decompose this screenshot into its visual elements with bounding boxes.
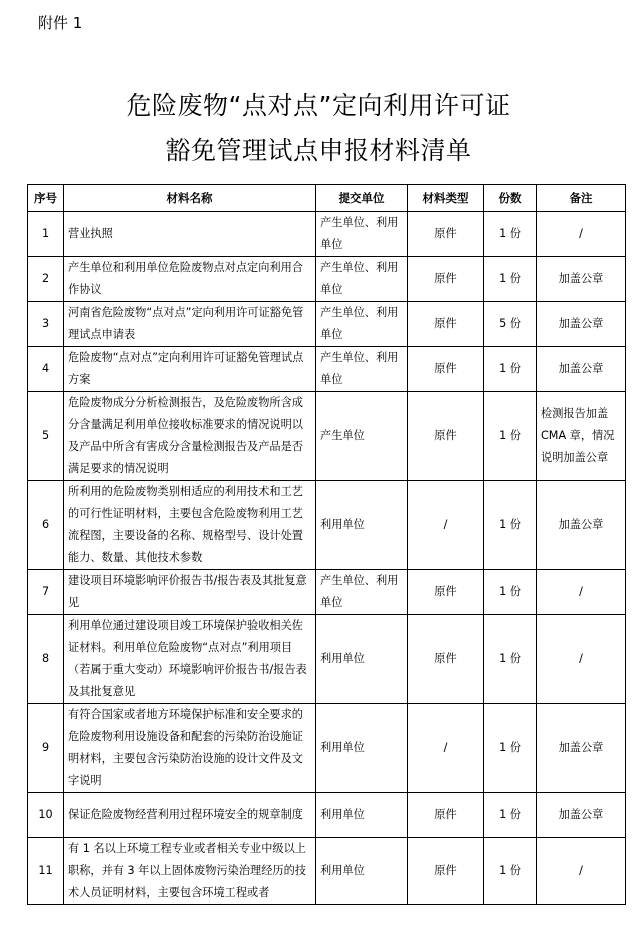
table-row bbox=[28, 570, 626, 615]
row-submitting-unit: 产生单位、利用单位 bbox=[316, 257, 408, 302]
row-material-type: 原件 bbox=[408, 257, 484, 302]
header-copies: 份数 bbox=[484, 185, 537, 212]
row-no: 10 bbox=[28, 793, 64, 838]
row-material-name: 河南省危险废物“点对点”定向利用许可证豁免管理试点申请表 bbox=[64, 302, 316, 347]
row-copies: 1 份 bbox=[484, 838, 537, 905]
row-material-type: 原件 bbox=[408, 347, 484, 392]
row-no: 8 bbox=[28, 615, 64, 704]
row-remarks: 加盖公章 bbox=[537, 347, 626, 392]
row-copies: 1 份 bbox=[484, 212, 537, 257]
row-remarks: 检测报告加盖 CMA 章，情况说明加盖公章 bbox=[537, 392, 626, 481]
row-remarks: 加盖公章 bbox=[537, 257, 626, 302]
row-copies: 1 份 bbox=[484, 392, 537, 481]
row-material-type: 原件 bbox=[408, 392, 484, 481]
row-submitting-unit: 利用单位 bbox=[316, 838, 408, 905]
row-no: 9 bbox=[28, 704, 64, 793]
table-row bbox=[28, 212, 626, 257]
row-material-name: 建设项目环境影响评价报告书/报告表及其批复意见 bbox=[64, 570, 316, 615]
header-no: 序号 bbox=[28, 185, 64, 212]
row-material-name: 利用单位通过建设项目竣工环境保护验收相关佐证材料。利用单位危险废物“点对点”利用项目（若属于重大变动）环境影响评价报告书/报告表及其批复意见 bbox=[64, 615, 316, 704]
row-submitting-unit: 利用单位 bbox=[316, 615, 408, 704]
row-no: 4 bbox=[28, 347, 64, 392]
table-row bbox=[28, 615, 626, 704]
header-submitting-unit: 提交单位 bbox=[316, 185, 408, 212]
header-material-name: 材料名称 bbox=[64, 185, 316, 212]
row-submitting-unit: 产生单位、利用单位 bbox=[316, 347, 408, 392]
row-material-name: 危险废物成分分析检测报告，及危险废物所含成分含量满足利用单位接收标准要求的情况说明以及产品中所含有害成分含量检测报告及产品是否满足要求的情况说明 bbox=[64, 392, 316, 481]
table-row bbox=[28, 481, 626, 570]
attachment-label: 附件 1 bbox=[38, 14, 83, 32]
header-remarks: 备注 bbox=[537, 185, 626, 212]
table-header-row bbox=[28, 185, 626, 212]
row-copies: 1 份 bbox=[484, 793, 537, 838]
header-material-type: 材料类型 bbox=[408, 185, 484, 212]
table-row bbox=[28, 302, 626, 347]
row-material-name: 危险废物“点对点”定向利用许可证豁免管理试点方案 bbox=[64, 347, 316, 392]
row-material-name: 所利用的危险废物类别相适应的利用技术和工艺的可行性证明材料，主要包含危险废物利用工艺流程图，主要设备的名称、规格型号、设计处置能力、数量、其他技术参数 bbox=[64, 481, 316, 570]
row-material-name: 营业执照 bbox=[64, 212, 316, 257]
row-submitting-unit: 产生单位、利用单位 bbox=[316, 302, 408, 347]
row-copies: 1 份 bbox=[484, 257, 537, 302]
row-submitting-unit: 利用单位 bbox=[316, 793, 408, 838]
row-no: 5 bbox=[28, 392, 64, 481]
row-material-type: 原件 bbox=[408, 302, 484, 347]
row-copies: 1 份 bbox=[484, 704, 537, 793]
row-copies: 1 份 bbox=[484, 570, 537, 615]
row-no: 2 bbox=[28, 257, 64, 302]
row-submitting-unit: 利用单位 bbox=[316, 704, 408, 793]
row-material-name: 保证危险废物经营利用过程环境安全的规章制度 bbox=[64, 793, 316, 838]
row-no: 3 bbox=[28, 302, 64, 347]
row-remarks: / bbox=[537, 615, 626, 704]
materials-table bbox=[27, 184, 626, 905]
table-row bbox=[28, 793, 626, 838]
row-remarks: 加盖公章 bbox=[537, 481, 626, 570]
table-row bbox=[28, 704, 626, 793]
row-material-type: 原件 bbox=[408, 838, 484, 905]
row-remarks: 加盖公章 bbox=[537, 793, 626, 838]
row-remarks: 加盖公章 bbox=[537, 704, 626, 793]
page-title-line-2: 豁免管理试点申报材料清单 bbox=[165, 136, 472, 165]
table-row bbox=[28, 392, 626, 481]
row-material-type: 原件 bbox=[408, 615, 484, 704]
table-row bbox=[28, 257, 626, 302]
row-no: 7 bbox=[28, 570, 64, 615]
row-material-name: 有符合国家或者地方环境保护标准和安全要求的危险废物利用设施设备和配套的污染防治设施证明材料，主要包含污染防治设施的设计文件及文字说明 bbox=[64, 704, 316, 793]
row-submitting-unit: 产生单位、利用单位 bbox=[316, 570, 408, 615]
table-row bbox=[28, 347, 626, 392]
page-title-line-1: 危险废物“点对点”定向利用许可证 bbox=[126, 91, 511, 120]
row-material-name: 有 1 名以上环境工程专业或者相关专业中级以上职称，并有 3 年以上固体废物污染治理经历的技术人员证明材料，主要包含环境工程或者 bbox=[64, 838, 316, 905]
row-material-type: / bbox=[408, 481, 484, 570]
row-material-type: 原件 bbox=[408, 570, 484, 615]
row-remarks: / bbox=[537, 838, 626, 905]
row-no: 11 bbox=[28, 838, 64, 905]
row-submitting-unit: 利用单位 bbox=[316, 481, 408, 570]
row-copies: 5 份 bbox=[484, 302, 537, 347]
row-copies: 1 份 bbox=[484, 347, 537, 392]
row-no: 1 bbox=[28, 212, 64, 257]
row-material-type: / bbox=[408, 704, 484, 793]
row-material-name: 产生单位和利用单位危险废物点对点定向利用合作协议 bbox=[64, 257, 316, 302]
row-remarks: 加盖公章 bbox=[537, 302, 626, 347]
row-material-type: 原件 bbox=[408, 793, 484, 838]
row-remarks: / bbox=[537, 570, 626, 615]
row-remarks: / bbox=[537, 212, 626, 257]
row-submitting-unit: 产生单位 bbox=[316, 392, 408, 481]
table-row bbox=[28, 838, 626, 905]
row-submitting-unit: 产生单位、利用单位 bbox=[316, 212, 408, 257]
row-material-type: 原件 bbox=[408, 212, 484, 257]
row-no: 6 bbox=[28, 481, 64, 570]
row-copies: 1 份 bbox=[484, 481, 537, 570]
row-copies: 1 份 bbox=[484, 615, 537, 704]
